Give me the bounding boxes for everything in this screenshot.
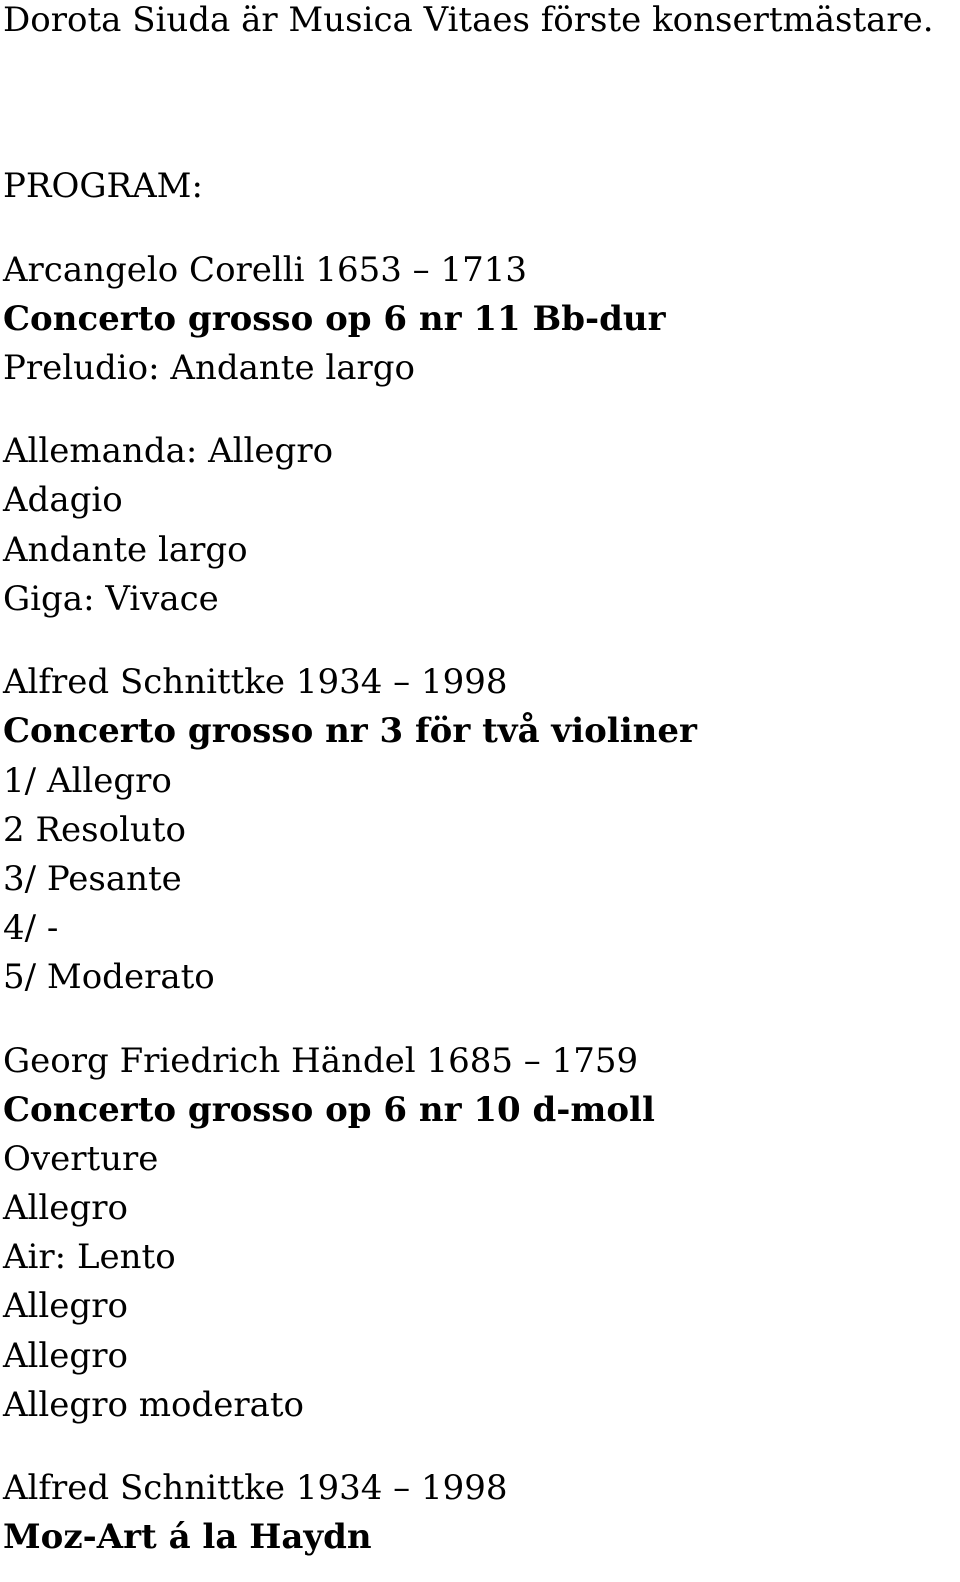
composer-name: Alfred Schnittke 1934 – 1998 [3,662,508,702]
movement-item: Allegro [3,1188,128,1228]
movement-item: Giga: Vivace [3,579,219,619]
movement-item: 3/ Pesante [3,859,182,899]
movement-item: 1/ Allegro [3,761,172,801]
movement-item: Andante largo [3,530,248,570]
movement-item: 5/ Moderato [3,957,215,997]
intro-text: Dorota Siuda är Musica Vitaes förste konsertmästare. [3,0,934,40]
composer-name: Alfred Schnittke 1934 – 1998 [3,1468,508,1508]
movement-item: Overture [3,1139,159,1179]
program-heading: PROGRAM: [3,166,203,206]
work-title: Concerto grosso op 6 nr 10 d-moll [3,1090,655,1130]
composer-name: Arcangelo Corelli 1653 – 1713 [3,250,528,290]
movement-item: Allegro [3,1286,128,1326]
work-title: Concerto grosso op 6 nr 11 Bb-dur [3,299,666,339]
work-title: Moz-Art á la Haydn [3,1517,372,1557]
composer-name: Georg Friedrich Händel 1685 – 1759 [3,1041,639,1081]
movement-item: Allegro [3,1336,128,1376]
work-title: Concerto grosso nr 3 för två violiner [3,711,697,751]
movement-item: Air: Lento [3,1237,176,1277]
movement-item: Adagio [3,480,123,520]
movement-item: Preludio: Andante largo [3,348,416,388]
movement-item: Allemanda: Allegro [3,431,334,471]
movement-item: Allegro moderato [3,1385,304,1425]
movement-item: 2 Resoluto [3,810,186,850]
movement-item: 4/ - [3,908,59,948]
